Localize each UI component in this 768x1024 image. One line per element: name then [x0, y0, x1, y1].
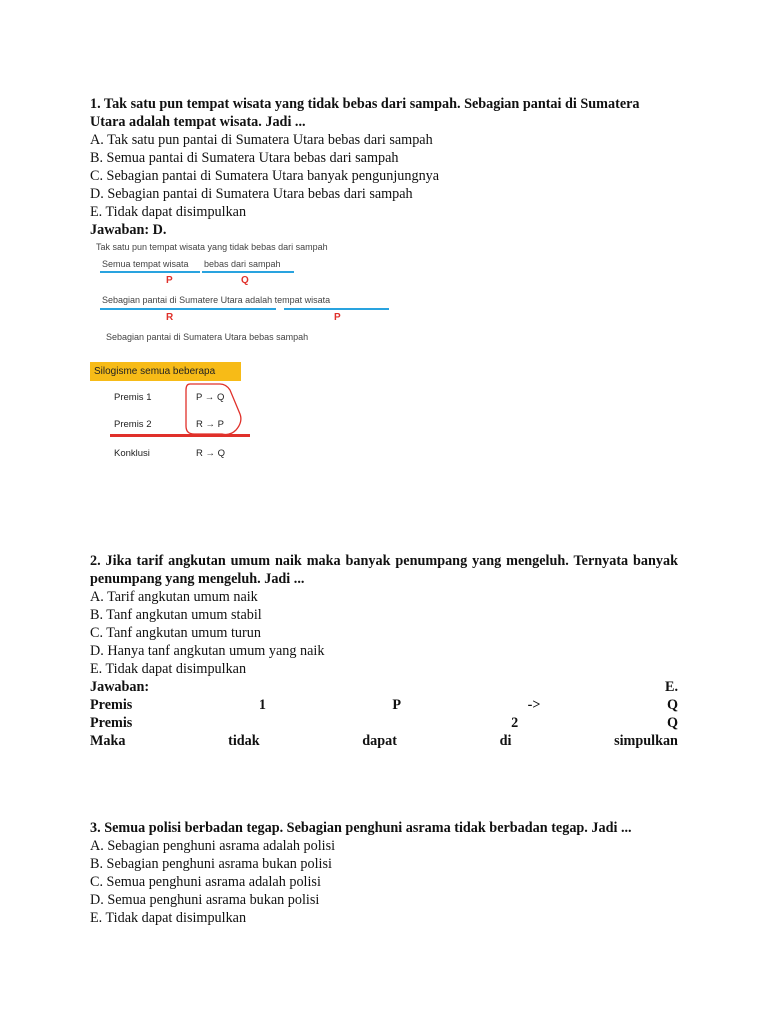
question-2-option-b: B. Tanf angkutan umum stabil — [90, 607, 262, 623]
question-1-text: 1. Tak satu pun tempat wisata yang tidak bebas dari sampah. Sebagian pantai di Sumatera Utara adalah tempat wisata. Jadi ... — [90, 96, 640, 130]
figure-line-2a: Semua tempat wisata — [102, 259, 189, 269]
underline-p2 — [284, 308, 389, 310]
underline-r — [100, 308, 276, 310]
question-2-text: 2. Jika tarif angkutan umum naik maka banyak penumpang yang mengeluh. Ternyata banyak penumpang yang mengeluh. Jadi ... — [90, 553, 678, 587]
figure-line-4: Sebagian pantai di Sumatera Utara bebas sampah — [106, 332, 309, 342]
premis-2-q: Q — [666, 715, 678, 731]
figure-line-3: Sebagian pantai di Sumatere Utara adalah tempat wisata — [102, 295, 331, 305]
konklusi-expr: R → Q — [196, 448, 226, 459]
conclusion-divider — [110, 434, 250, 437]
maka-word: Maka — [90, 733, 126, 749]
question-2 — [90, 552, 678, 750]
underline-p — [100, 271, 200, 273]
premis-2-expr: R → P — [196, 419, 224, 430]
question-3-option-a: A. Sebagian penghuni asrama adalah polisi — [90, 838, 336, 854]
label-p: P — [166, 275, 173, 286]
premis-1-label: Premis 1 — [114, 392, 152, 403]
premis-1-word: Premis — [90, 697, 133, 713]
question-3-option-b: B. Sebagian penghuni asrama bukan polisi — [90, 856, 332, 872]
syllogism-figure — [90, 362, 250, 466]
question-1-option-c: C. Sebagian pantai di Sumatera Utara banyak pengunjungnya — [90, 168, 440, 184]
label-q: Q — [241, 275, 249, 286]
premis-2-label: Premis 2 — [114, 419, 152, 430]
underline-q — [202, 271, 294, 273]
premis-1-row — [90, 696, 678, 714]
question-1-option-e: E. Tidak dapat disimpulkan — [90, 204, 247, 220]
question-1-option-b: B. Semua pantai di Sumatera Utara bebas dari sampah — [90, 150, 399, 166]
question-3-option-c: C. Semua penghuni asrama adalah polisi — [90, 874, 321, 890]
question-1 — [90, 95, 678, 239]
simpulkan-word: simpulkan — [614, 733, 678, 749]
answer-row — [90, 678, 678, 696]
question-3-text: 3. Semua polisi berbadan tegap. Sebagian penghuni asrama tidak berbadan tegap. Jadi ... — [90, 820, 632, 836]
premis-2-number: 2 — [511, 715, 519, 731]
question-1-option-a: A. Tak satu pun pantai di Sumatera Utara bebas dari sampah — [90, 132, 433, 148]
question-2-option-a: A. Tarif angkutan umum naik — [90, 589, 258, 605]
answer-label: Jawaban: — [90, 679, 150, 695]
di-word: di — [499, 733, 512, 749]
premis-1-p: P — [392, 697, 402, 713]
premis-1-number: 1 — [258, 697, 266, 713]
question-3 — [90, 819, 678, 927]
figure-line-1: Tak satu pun tempat wisata yang tidak bebas dari sampah — [96, 242, 328, 252]
premise-breakdown-figure — [96, 240, 396, 346]
question-1-answer: Jawaban: D. — [90, 222, 167, 238]
premis-2-row — [90, 714, 678, 732]
conclusion-row — [90, 732, 678, 750]
premis-1-arrow: -> — [527, 697, 541, 713]
konklusi-label: Konklusi — [114, 448, 150, 459]
question-3-option-d: D. Semua penghuni asrama bukan polisi — [90, 892, 320, 908]
premis-1-expr: P → Q — [196, 392, 225, 403]
figure-line-2b: bebas dari sampah — [204, 259, 281, 269]
label-r: R — [166, 312, 174, 323]
tidak-word: tidak — [228, 733, 260, 749]
premis-2-word: Premis — [90, 715, 133, 731]
question-1-option-d: D. Sebagian pantai di Sumatera Utara bebas dari sampah — [90, 186, 413, 202]
premis-1-q: Q — [666, 697, 678, 713]
question-2-option-d: D. Hanya tanf angkutan umum yang naik — [90, 643, 325, 659]
question-2-option-c: C. Tanf angkutan umum turun — [90, 625, 261, 641]
question-2-option-e: E. Tidak dapat disimpulkan — [90, 661, 247, 677]
label-p2: P — [334, 312, 341, 323]
answer-value: E. — [664, 679, 678, 695]
highlight-loop-icon — [182, 380, 244, 438]
question-3-option-e: E. Tidak dapat disimpulkan — [90, 910, 247, 926]
dapat-word: dapat — [362, 733, 397, 749]
syllogism-title: Silogisme semua beberapa — [90, 362, 241, 381]
